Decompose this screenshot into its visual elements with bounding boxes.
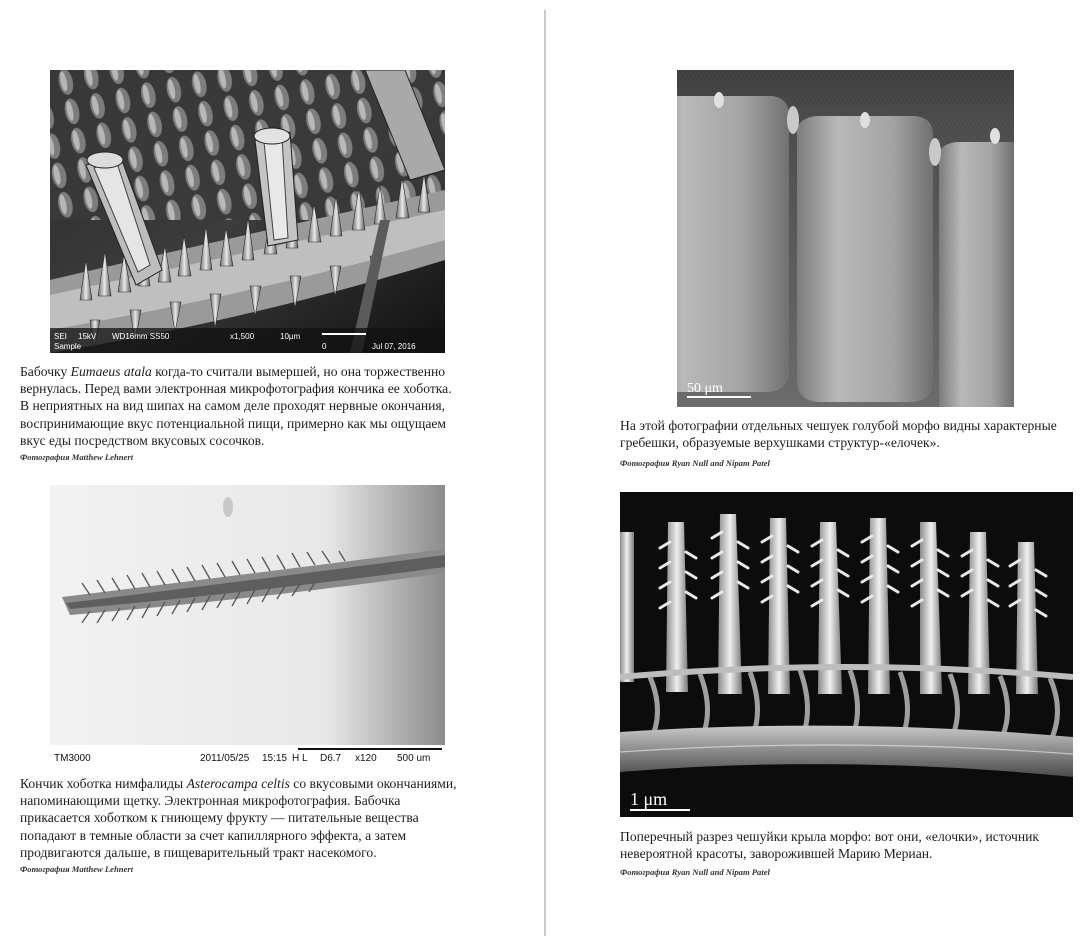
figure3-caption: На этой фотографии отдельных чешуек голубой морфо видны характерные гребешки, образуемые верхушками структур-«елочек». bbox=[620, 418, 1057, 451]
figure2-caption: Кончик хоботка нимфалиды Asterocampa celtis со вкусовыми окончаниями, напоминающими щетку. Электронная микрофотография. Бабочка прикасается хоботком к гниющему фрукту — питательные вещества попадают в темные области за счет капиллярного эффекта, а затем продвигаются дальше, в пищеварительный тракт насекомого. bbox=[20, 776, 457, 860]
sem-photo-eumaeus-proboscis bbox=[50, 70, 445, 353]
scale-bar bbox=[687, 396, 751, 398]
sem-photo-asterocampa-proboscis bbox=[50, 485, 445, 767]
sem-instrument-label: TM3000 bbox=[54, 753, 91, 764]
figure4-photo-credit: Фотография Ryan Null and Nipam Patel bbox=[620, 867, 770, 877]
sem-scale-bar bbox=[322, 333, 366, 335]
figure1-caption: Бабочку Eumaeus atala когда-то считали вымершей, но она торжественно вернулась. Перед вами электронная микрофотография кончика ее хоботка. В неприятных на вид шипах на самом деле проходят нервные окончания, воспринимающие вкус потенциальной пищи, примерно как мы ощущаем вкус еды посредством вкусовых сосочков. bbox=[20, 364, 452, 448]
sem-date-label: Jul 07, 2016 bbox=[372, 342, 416, 351]
sem-photo-morpho-scales bbox=[677, 70, 1014, 407]
figure4-caption: Поперечный разрез чешуйки крыла морфо: вот они, «елочки», источник невероятной красоты, заворожившей Марию Мериан. bbox=[620, 829, 1040, 862]
sem-mag-label: x120 bbox=[355, 753, 377, 764]
sem-time-label: 15:15 bbox=[262, 753, 288, 764]
sem-mode-label: H L bbox=[292, 753, 308, 764]
sem-wd-label: D6.7 bbox=[320, 753, 342, 764]
scale-bar bbox=[630, 809, 690, 811]
scale-label: 50 μm bbox=[687, 381, 723, 396]
figure2-photo-credit: Фотография Matthew Lehnert bbox=[20, 864, 134, 874]
sem-scale-label: 10μm bbox=[280, 332, 301, 341]
figure1-photo-credit: Фотография Matthew Lehnert bbox=[20, 452, 134, 462]
sem-voltage-label: 15kV bbox=[78, 332, 97, 341]
sem-date-label: 2011/05/25 bbox=[200, 753, 250, 764]
sem-zero-label: 0 bbox=[322, 342, 327, 351]
sem-mode-label: SEI bbox=[54, 332, 67, 341]
sem-wd-label: WD16mm SS50 bbox=[112, 332, 170, 341]
scale-label: 1 μm bbox=[630, 789, 668, 809]
sem-scale-bar bbox=[298, 748, 442, 750]
species-name: Asterocampa celtis bbox=[186, 776, 290, 791]
figure3-photo-credit: Фотография Ryan Null and Nipam Patel bbox=[620, 458, 770, 468]
page-gutter-divider bbox=[544, 10, 546, 936]
species-name: Eumaeus atala bbox=[70, 364, 152, 379]
sem-sample-label: Sample bbox=[54, 342, 82, 351]
sem-scale-label: 500 um bbox=[397, 753, 431, 764]
sem-photo-morpho-cross-section bbox=[620, 492, 1073, 817]
sem-mag-label: x1,500 bbox=[230, 332, 255, 341]
